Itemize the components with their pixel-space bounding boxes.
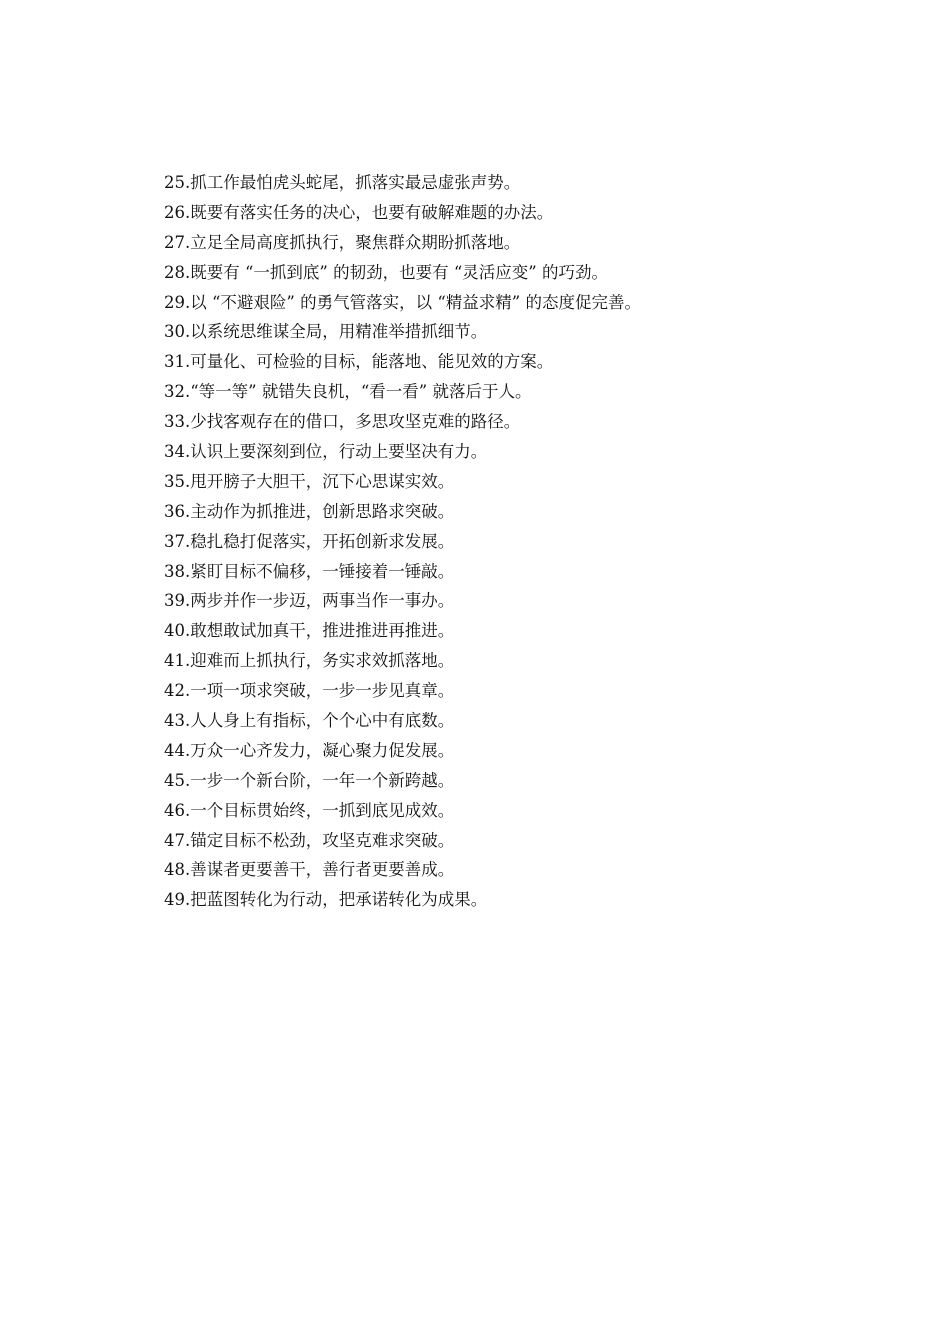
list-item: 31.可量化、可检验的目标，能落地、能见效的方案。 <box>164 352 554 372</box>
list-item: 29.以 “不避艰险” 的勇气管落实，以 “精益求精” 的态度促完善。 <box>164 292 641 312</box>
list-item: 28.既要有 “一抓到底” 的韧劲，也要有 “灵活应变” 的巧劲。 <box>164 262 608 282</box>
list-item: 37.稳扎稳打促落实，开拓创新求发展。 <box>164 531 455 551</box>
list-item: 38.紧盯目标不偏移，一锤接着一锤敲。 <box>164 561 455 581</box>
list-item: 49.把蓝图转化为行动，把承诺转化为成果。 <box>164 890 488 910</box>
list-item: 48.善谋者更要善干，善行者更要善成。 <box>164 860 455 880</box>
list-item: 41.迎难而上抓执行，务实求效抓落地。 <box>164 651 455 671</box>
list-item: 46.一个目标贯始终，一抓到底见成效。 <box>164 800 455 820</box>
list-item: 30.以系统思维谋全局，用精准举措抓细节。 <box>164 322 488 342</box>
list-item: 44.万众一心齐发力，凝心聚力促发展。 <box>164 740 455 760</box>
list-item: 42.一项一项求突破，一步一步见真章。 <box>164 681 455 701</box>
list-item: 45.一步一个新台阶，一年一个新跨越。 <box>164 770 455 790</box>
list-item: 47.锚定目标不松劲，攻坚克难求突破。 <box>164 830 455 850</box>
list-item: 36.主动作为抓推进，创新思路求突破。 <box>164 501 455 521</box>
list-item: 40.敢想敢试加真干，推进推进再推进。 <box>164 621 455 641</box>
list-item: 27.立足全局高度抓执行，聚焦群众期盼抓落地。 <box>164 232 521 252</box>
list-item: 32.“等一等” 就错失良机，“看一看” 就落后于人。 <box>164 382 532 402</box>
list-item: 34.认识上要深刻到位，行动上要坚决有力。 <box>164 442 488 462</box>
list-item: 39.两步并作一步迈，两事当作一事办。 <box>164 591 455 611</box>
list-item: 26.既要有落实任务的决心，也要有破解难题的办法。 <box>164 202 554 222</box>
list-item: 43.人人身上有指标，个个心中有底数。 <box>164 711 455 731</box>
list-item: 33.少找客观存在的借口，多思攻坚克难的路径。 <box>164 412 521 432</box>
list-item: 25.抓工作最怕虎头蛇尾，抓落实最忌虚张声势。 <box>164 173 521 192</box>
slogan-list <box>164 168 864 915</box>
list-item: 35.甩开膀子大胆干，沉下心思谋实效。 <box>164 471 455 491</box>
